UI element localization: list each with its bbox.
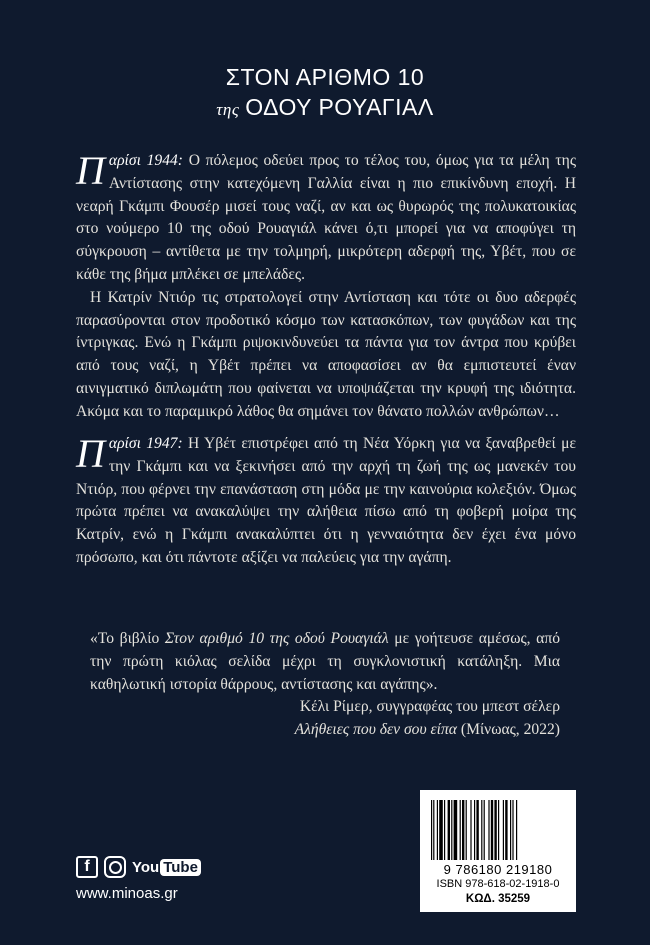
quote-work-title: Αλήθειες που δεν σου είπα xyxy=(294,721,457,739)
drop-cap: Π xyxy=(76,431,105,476)
drop-cap: Π xyxy=(76,148,105,193)
instagram-lens xyxy=(109,861,122,874)
quote-book-title: Στον αριθμό 10 της οδού Ρουαγιάλ xyxy=(164,630,389,647)
instagram-icon[interactable] xyxy=(104,856,126,878)
blurb-1947 xyxy=(76,433,576,570)
product-code: ΚΩΔ. 35259 xyxy=(465,893,531,905)
barcode-bars xyxy=(429,800,567,862)
title-line-2-prefix: της xyxy=(216,100,240,119)
title-line-1: ΣΤΟΝ ΑΡΙΘΜΟ 10 xyxy=(225,64,425,90)
blurb-1944-paragraph-2: Η Κατρίν Ντιόρ τις στρατολογεί στην Αντίσταση και τότε οι δυο αδερφές παρασύρονται στον προδοτικό κόσμο των κατασκόπων, των φυγάδων και της ίντριγκας. Ενώ η Γκάμπι ριψοκινδυνεύει τα πάντα για τον άντρα που κρύβει από τους ναζί, η Υβέτ πρέπει να αποφασίσει αν θα εμπιστευτεί έναν αινιγματικό διπλωμάτη που φαίνεται να υποψιάζεται την κρυφή της ιδιότητα. Ακόμα και το παραμικρό λάθος θα σημάνει τον θάνατο πολλών ανθρώπων… xyxy=(76,288,576,420)
blurb-1944-paragraph-1 xyxy=(76,150,576,287)
book-title xyxy=(0,62,650,125)
quote-text xyxy=(90,628,560,696)
title-line-2-text: ΟΔΟΥ ΡΟΥΑΓΙΑΛ xyxy=(245,94,434,120)
facebook-glyph: f xyxy=(84,858,90,875)
quote-author: Κέλι Ρίμερ, συγγραφέας του μπεστ σέλερ xyxy=(299,698,560,716)
blurb-1947-lead: αρίσι 1947: xyxy=(108,435,183,452)
quote-rest: με γοήτευσε αμέσως, από την πρώτη κιόλας σελίδα μέχρι τη συγκλονιστική κατάληξη. Μια καθηλωτική ιστορία θάρρους, αντίστασης και αγάπης». xyxy=(90,630,560,693)
blurb-1944-text-1: Ο πόλεμος οδεύει προς το τέλος του, όμως για τα μέλη της Αντίστασης στην κατεχόμενη Γαλλία είναι η πιο επικίνδυνη εποχή. Η νεαρή Γκάμπι Φουσέρ μισεί τους ναζί, αν και ως θυρωρός της πολυκατοικίας στο νούμερο 10 της οδού Ρουαγιάλ κάνει ό,τι μπορεί για να αποφύγει τη σύγκρουση – αντίθετα με την τολμηρή, μικρότερη αδερφή της, Υβέτ, που σε κάθε της βήμα μπλέκει σε μπελάδες. xyxy=(76,152,576,283)
youtube-text-a: You xyxy=(132,858,160,876)
youtube-icon[interactable] xyxy=(132,859,201,876)
quote-work-publisher: (Μίνωας, 2022) xyxy=(457,721,560,739)
barcode-label xyxy=(420,790,576,912)
quote-open: «Το βιβλίο xyxy=(90,630,165,647)
blurb-1947-text-1: Η Υβέτ επιστρέφει από τη Νέα Υόρκη για να ξαναβρεθεί με την Γκάμπι και να ξεκινήσει από την αρχή τη ζωή της ως μανεκέν του Ντιόρ, που φέρνει την επανάσταση στη μόδα με την καινούρια κολεξιόν. Όμως πρώτα πρέπει να ανακαλύψει την αλήθεια πίσω από τη φοβερή μοίρα της Κατρίν, ενώ η Γκάμπι ανακαλύπτει ότι η γενναιότητα δεν έχει ένα μόνο πρόσωπο, και ότι πάντοτε αξίζει να παλεύεις για την αγάπη. xyxy=(76,435,576,566)
blurb-1944-lead: αρίσι 1944: xyxy=(108,152,183,169)
title-line-2 xyxy=(0,92,650,125)
blurb-1947-paragraph-1 xyxy=(76,433,576,570)
facebook-icon[interactable] xyxy=(76,856,98,878)
quote-work xyxy=(90,719,560,742)
isbn-text: ISBN 978-618-02-1918-0 xyxy=(436,878,560,890)
blurb-1944 xyxy=(76,150,576,424)
social-icons xyxy=(76,856,201,878)
youtube-text-b: Tube xyxy=(160,859,201,876)
review-quote xyxy=(90,628,560,742)
barcode-number: 9 786180 219180 xyxy=(443,862,553,877)
website-link[interactable]: www.minoas.gr xyxy=(76,885,178,902)
